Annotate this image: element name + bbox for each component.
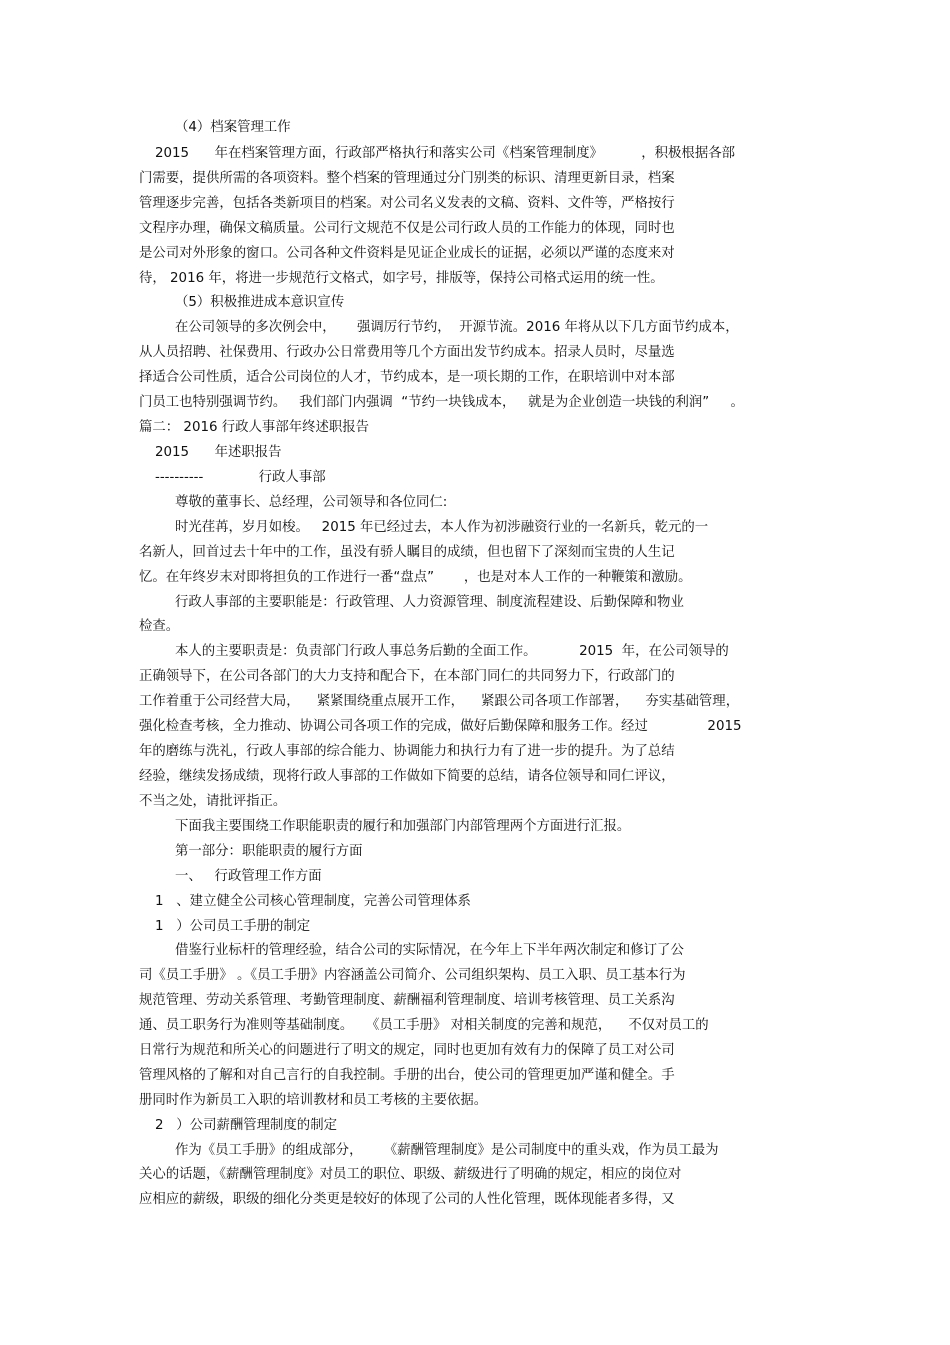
text-line: 应相应的薪级，职级的细化分类更是较好的体现了公司的人性化管理，既体现能者多得，又	[139, 1192, 675, 1207]
text-line: 强化检查考核，全力推动、协调公司各项工作的完成，做好后勤保障和服务工作。经过 2015	[139, 719, 742, 734]
section-heading: 篇二： 2016 行政人事部年终述职报告	[139, 420, 370, 435]
text-line: 2 ）公司薪酬管理制度的制定	[155, 1118, 337, 1133]
text-line: 1 ）公司员工手册的制定	[155, 919, 311, 934]
text-line: 检查。	[139, 619, 180, 634]
text-line: 是公司对外形象的窗口。公司各种文件资料是见证企业成长的证据，必须以严谨的态度来对	[139, 246, 675, 261]
text-line: 择适合公司性质，适合公司岗位的人才，节约成本，是一项长期的工作，在职培训中对本部	[139, 370, 675, 385]
text-line: 管理风格的了解和对自己言行的自我控制。手册的出台，使公司的管理更加严谨和健全。手	[139, 1068, 675, 1083]
text-line: 忆。在年终岁末对即将担负的工作进行一番“盘点” ，也是对本人工作的一种鞭策和激励。	[139, 570, 692, 585]
text-line: 下面我主要围绕工作职能职责的履行和加强部门内部管理两个方面进行汇报。	[175, 819, 631, 834]
text-line: 借鉴行业标杆的管理经验，结合公司的实际情况，在今年上下半年两次制定和修订了公	[175, 943, 684, 958]
text-line: 行政人事部的主要职能是：行政管理、人力资源管理、制度流程建设、后勤保障和物业	[175, 595, 684, 610]
text-line: ---------- 行政人事部	[155, 470, 326, 485]
text-line: （5）积极推进成本意识宣传	[175, 295, 345, 310]
text-line: 从人员招聘、社保费用、行政办公日常费用等几个方面出发节约成本。招录人员时，尽量选	[139, 345, 675, 360]
text-line: 名新人，回首过去十年中的工作，虽没有骄人瞩目的成绩，但也留下了深刻而宝贵的人生记	[139, 545, 675, 560]
text-line: 门员工也特别强调节约。 我们部门内强调 “节约一块钱成本， 就是为企业创造一块钱的利润” 。	[139, 395, 744, 410]
text-line: 册同时作为新员工入职的培训教材和员工考核的主要依据。	[139, 1093, 488, 1108]
text-line: （4）档案管理工作	[175, 120, 291, 135]
text-line: 司《员工手册》 。《员工手册》内容涵盖公司简介、公司组织架构、员工入职、员工基本行为	[139, 968, 686, 983]
text-line: 通、员工职务行为准则等基础制度。 《员工手册》 对相关制度的完善和规范， 不仅对员工的	[139, 1018, 709, 1033]
text-line: 时光荏苒，岁月如梭。 2015 年已经过去，本人作为初涉融资行业的一名新兵，乾元的一	[175, 520, 709, 535]
text-line: 一、 行政管理工作方面	[175, 869, 322, 884]
text-line: 第一部分：职能职责的履行方面	[175, 844, 363, 859]
text-line: 日常行为规范和所关心的问题进行了明文的规定，同时也更加有效有力的保障了员工对公司	[139, 1043, 675, 1058]
text-line: 经验，继续发扬成绩，现将行政人事部的工作做如下简要的总结，请各位领导和同仁评议，	[139, 769, 675, 784]
text-line: 文程序办理，确保文稿质量。公司行文规范不仅是公司行政人员的工作能力的体现，同时也	[139, 221, 675, 236]
text-line: 在公司领导的多次例会中， 强调厉行节约， 开源节流。2016 年将从以下几方面节约成本，	[175, 320, 739, 335]
text-line: 年的磨练与洗礼，行政人事部的综合能力、协调能力和执行力有了进一步的提升。为了总结	[139, 744, 675, 759]
text-line: 本人的主要职责是：负责部门行政人事总务后勤的全面工作。 2015 年，在公司领导的	[175, 644, 729, 659]
text-line: 2015 年在档案管理方面，行政部严格执行和落实公司《档案管理制度》 ，积极根据各部	[155, 146, 735, 161]
text-line: 不当之处，请批评指正。	[139, 794, 287, 809]
text-line: 2015 年述职报告	[155, 445, 282, 460]
text-line: 尊敬的董事长、总经理，公司领导和各位同仁:	[175, 495, 448, 510]
text-line: 1 、建立健全公司核心管理制度，完善公司管理体系	[155, 894, 471, 909]
text-line: 工作着重于公司经营大局， 紧紧围绕重点展开工作， 紧跟公司各项工作部署， 夯实基础管理，	[139, 694, 740, 709]
text-line: 规范管理、劳动关系管理、考勤管理制度、薪酬福利管理制度、培训考核管理、员工关系沟	[139, 993, 675, 1008]
text-line: 正确领导下，在公司各部门的大力支持和配合下，在本部门同仁的共同努力下，行政部门的	[139, 669, 675, 684]
text-line: 待， 2016 年，将进一步规范行文格式，如字号，排版等，保持公司格式运用的统一性。	[139, 271, 664, 286]
text-line: 作为《员工手册》的组成部分， 《薪酬管理制度》是公司制度中的重头戏，作为员工最为	[175, 1143, 719, 1158]
text-line: 门需要，提供所需的各项资料。整个档案的管理通过分门别类的标识、清理更新目录，档案	[139, 171, 675, 186]
text-line: 关心的话题，《薪酬管理制度》对员工的职位、职级、薪级进行了明确的规定，相应的岗位对	[139, 1167, 682, 1182]
text-line: 管理逐步完善，包括各类新项目的档案。对公司名义发表的文稿、资料、文件等，严格按行	[139, 196, 675, 211]
